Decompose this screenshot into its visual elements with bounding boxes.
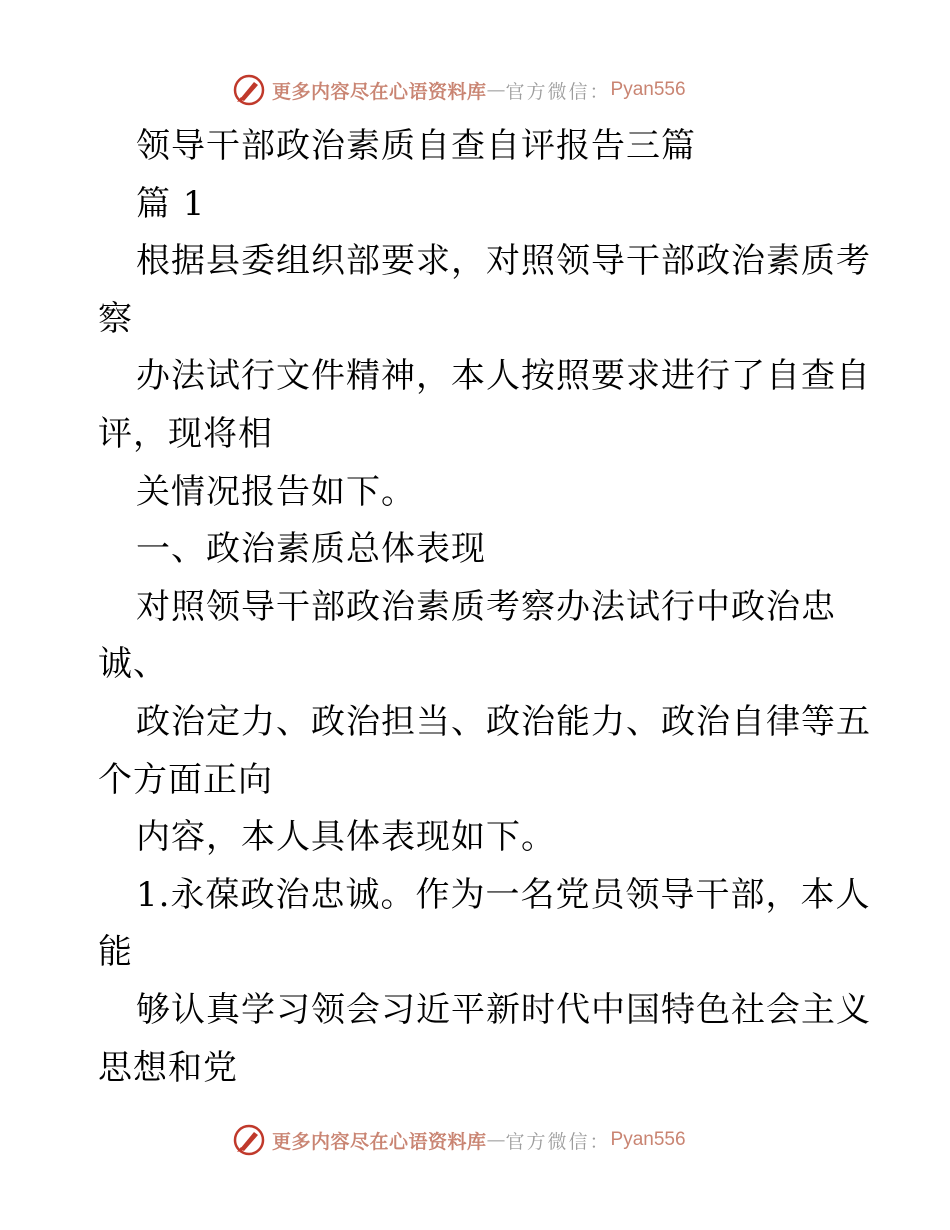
text-line: 办法试行文件精神，本人按照要求进行了自查自 (136, 356, 871, 397)
text-line: 诚、 (98, 644, 168, 685)
text-line: 内容，本人具体表现如下。 (136, 817, 556, 858)
watermark-dash: — (486, 79, 506, 101)
document-body (98, 118, 871, 1097)
watermark-site-text: 更多内容尽在心语资料库 (272, 80, 487, 103)
text-line: 政治定力、政治担当、政治能力、政治自律等五 (136, 701, 871, 742)
text-line: 察 (98, 298, 133, 339)
text-line: 能 (98, 932, 133, 973)
watermark-label: 官方微信： (505, 80, 611, 103)
header-watermark (232, 72, 752, 108)
watermark-id: Pyan556 (610, 79, 686, 100)
watermark-site-text: 更多内容尽在心语资料库 (272, 1130, 487, 1153)
text-line: 对照领导干部政治素质考察办法试行中政治忠 (136, 586, 836, 627)
pen-logo-icon (232, 73, 266, 107)
text-line: 一、政治素质总体表现 (136, 529, 486, 570)
pen-logo-icon (232, 1123, 266, 1157)
text-line: 关情况报告如下。 (136, 471, 416, 512)
text-line: 够认真学习领会习近平新时代中国特色社会主义 (136, 989, 871, 1030)
document-title: 领导干部政治素质自查自评报告三篇 (136, 126, 696, 166)
text-line: 1.永葆政治忠诚。作为一名党员领导干部，本人 (136, 874, 871, 915)
text-line: 个方面正向 (98, 759, 273, 800)
text-line: 评，现将相 (98, 413, 273, 454)
footer-watermark (232, 1122, 752, 1158)
text-line: 思想和党 (98, 1047, 238, 1088)
text-line: 篇 1 (136, 183, 206, 224)
watermark-dash: — (486, 1129, 506, 1151)
watermark-id: Pyan556 (610, 1129, 686, 1150)
watermark-label: 官方微信： (505, 1130, 611, 1153)
text-line: 根据县委组织部要求，对照领导干部政治素质考 (136, 241, 871, 282)
